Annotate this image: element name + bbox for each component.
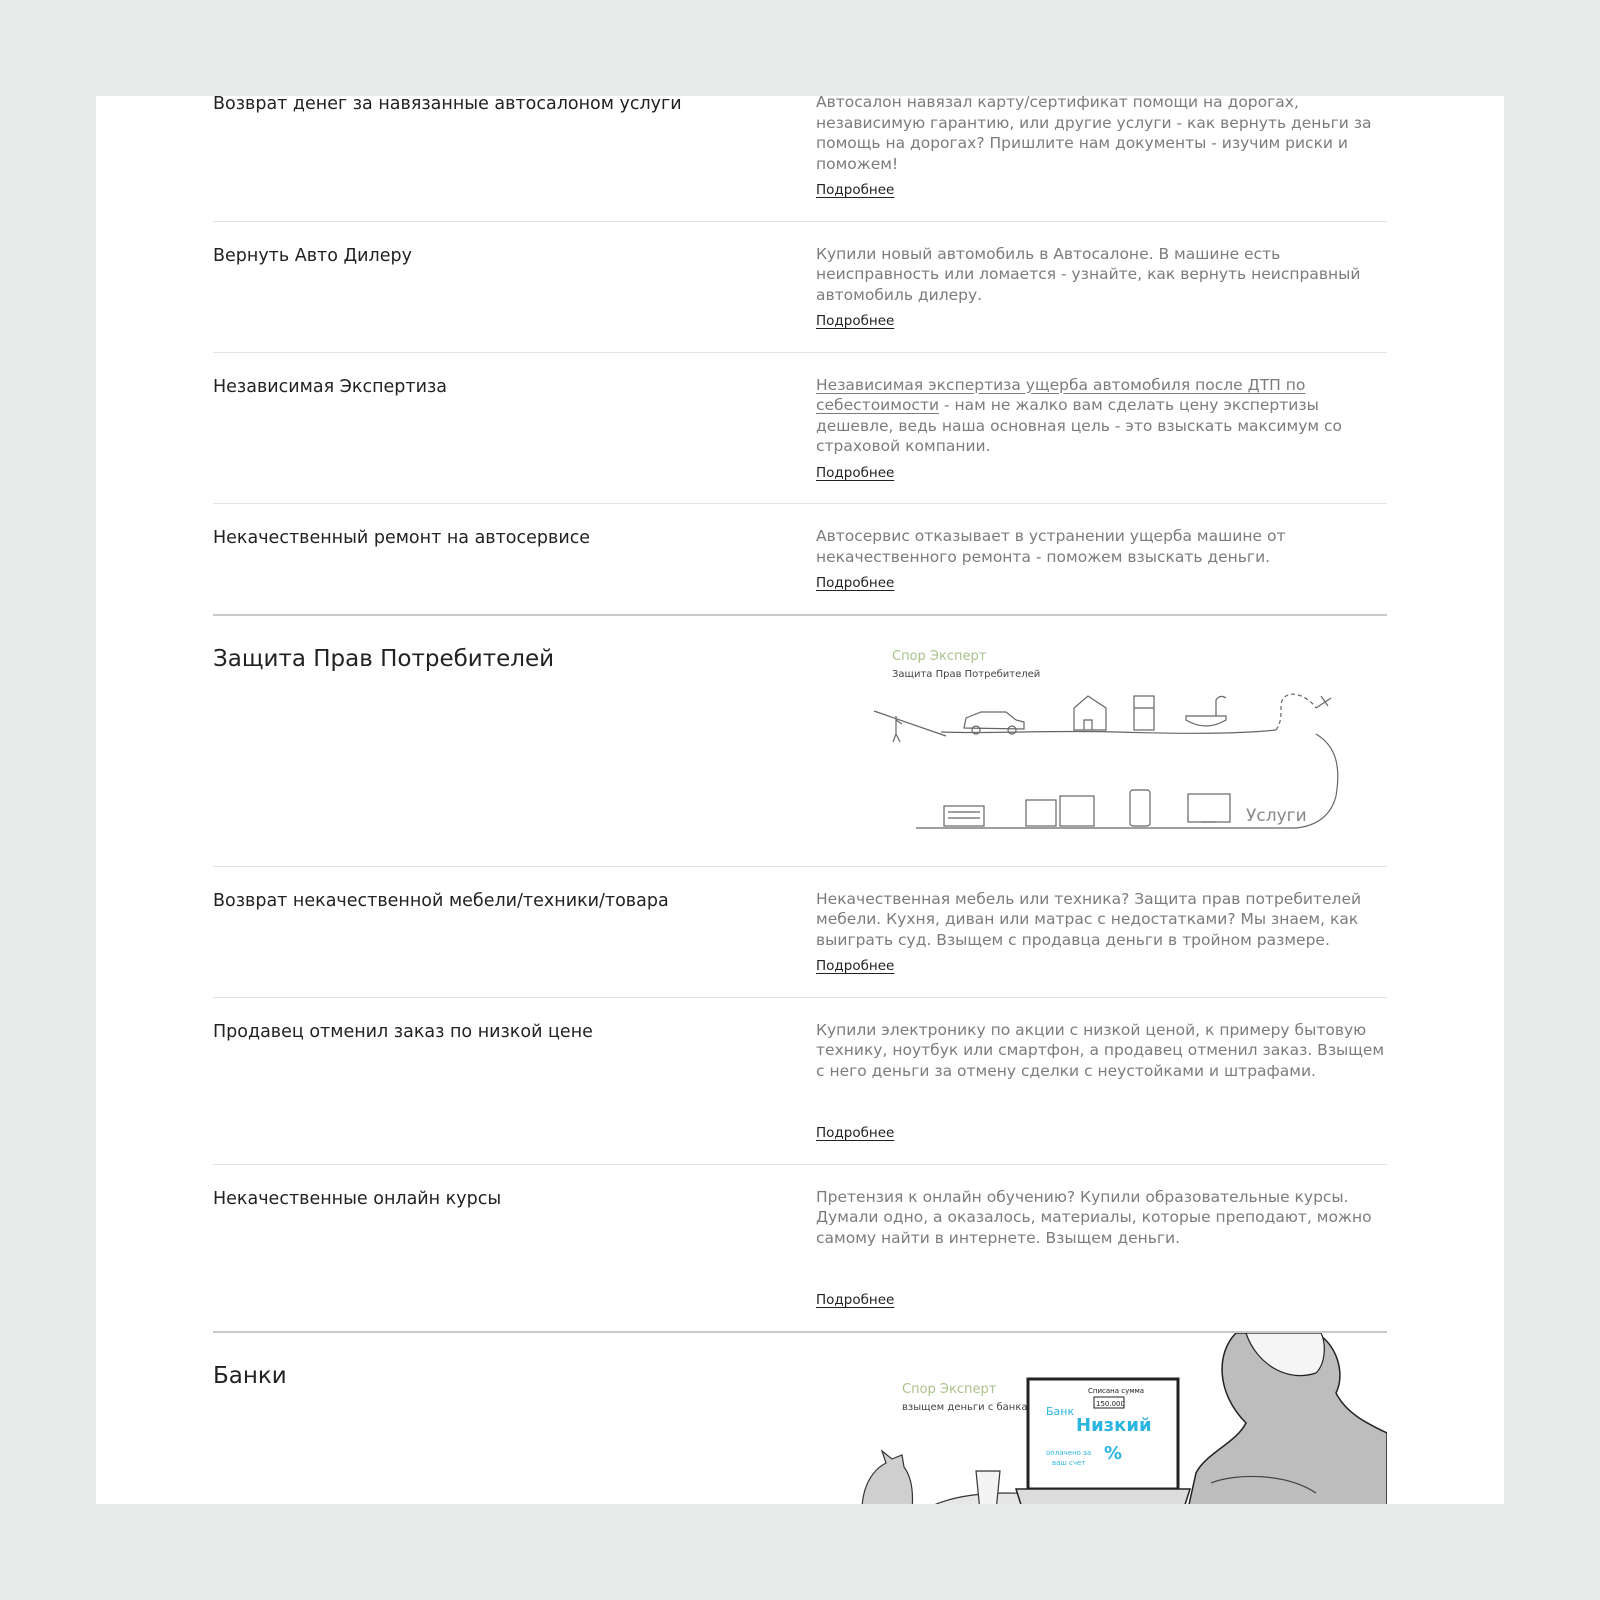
service-desc-text: Купили новый автомобиль в Автосалоне. В машине есть неисправность или ломается - узнайте, как вернуть неисправный автомобиль дилеру. xyxy=(816,244,1361,304)
service-desc-text: Автосалон навязал карту/сертификат помощи на дорогах, независимую гарантию, или другие услуги - как вернуть деньги за помощь на дорогах? Пришлите нам документы - изучим риски и поможем! xyxy=(816,96,1372,173)
woman-icon xyxy=(1176,1333,1387,1505)
flight-path xyxy=(1276,694,1316,730)
car-icon xyxy=(964,712,1024,729)
airplane-icon xyxy=(1316,696,1331,708)
expertise-link[interactable]: Независимая экспертиза ущерба автомобиля после ДТП по себестоимости xyxy=(816,375,1306,414)
consumer-section xyxy=(213,616,1387,867)
service-row xyxy=(213,222,1387,353)
page xyxy=(96,96,1504,1504)
house-icon xyxy=(1074,696,1106,730)
service-desc xyxy=(816,889,1387,977)
illus-subtitle: Защита Прав Потребителей xyxy=(892,668,1041,680)
service-desc-text: Некачественная мебель или техника? Защита прав потребителей мебели. Кухня, диван или матрас с недостатками? Мы знаем, как выиграть суд. Взыщем с продавца деньги в тройном размере. xyxy=(816,889,1362,949)
service-desc xyxy=(816,375,1387,484)
service-row xyxy=(213,1165,1387,1333)
car-wheel-icon xyxy=(1008,726,1016,734)
service-title: Вернуть Авто Дилеру xyxy=(213,245,412,266)
illus-subtitle: взыщем деньги с банка xyxy=(902,1401,1028,1413)
illus-brand: Спор Эксперт xyxy=(892,648,987,664)
service-desc xyxy=(816,1187,1387,1311)
more-link[interactable]: Подробнее xyxy=(816,958,895,974)
services-list xyxy=(213,96,1387,1504)
bank-section xyxy=(213,1333,1387,1505)
service-title: Возврат некачественной мебели/техники/товара xyxy=(213,890,669,911)
service-desc-rest: - нам не жалко вам сделать цену экспертизы дешевле, ведь наша основная цель - это взыскать максимум со страховой компании. xyxy=(816,396,1342,455)
screen-percent: % xyxy=(1104,1442,1123,1464)
screen-amount: 150.000 xyxy=(1096,1399,1125,1408)
section-title: Защита Прав Потребителей xyxy=(213,645,555,672)
service-title: Некачественный ремонт на автосервисе xyxy=(213,528,591,548)
service-title: Независимая Экспертиза xyxy=(213,376,447,397)
more-link[interactable]: Подробнее xyxy=(816,1292,895,1308)
consumer-illustration xyxy=(816,616,1387,866)
service-desc xyxy=(816,1020,1387,1144)
illus-caption: Услуги xyxy=(1246,805,1307,826)
service-row xyxy=(213,96,1387,222)
service-title: Продавец отменил заказ по низкой цене xyxy=(213,1021,593,1042)
books-lines xyxy=(948,812,980,818)
ground-line xyxy=(941,730,1276,733)
screen-bank: Банк xyxy=(1046,1404,1075,1418)
screen-paid2: ваш счет xyxy=(1052,1458,1086,1467)
service-desc xyxy=(816,96,1387,201)
phone-icon xyxy=(1130,790,1150,826)
service-desc-text xyxy=(816,375,1387,457)
cup-icon xyxy=(976,1471,1000,1505)
books-icon xyxy=(944,806,984,826)
screen-low: Низкий xyxy=(1076,1414,1152,1436)
service-desc-text: Автосервис отказывает в устранении ущерба машине от некачественного ремонта - поможем взыскать деньги. xyxy=(816,527,1286,566)
fridge-icon xyxy=(1134,696,1154,730)
service-title: Возврат денег за навязанные автосалоном услуги xyxy=(213,96,682,114)
more-link[interactable]: Подробнее xyxy=(816,464,895,481)
service-desc xyxy=(816,526,1387,594)
cat-icon xyxy=(851,1451,913,1505)
service-row xyxy=(213,504,1387,616)
service-title: Некачественные онлайн курсы xyxy=(213,1188,502,1209)
screen-charged: Списана сумма xyxy=(1088,1386,1145,1395)
service-desc xyxy=(816,244,1387,332)
service-row xyxy=(213,353,1387,505)
laptop-keyboard-icon xyxy=(1016,1489,1190,1505)
service-row xyxy=(213,867,1387,998)
box-icon xyxy=(1026,800,1056,826)
section-title: Банки xyxy=(213,1362,287,1389)
consumer-illustration-svg xyxy=(816,616,1387,866)
more-link[interactable]: Подробнее xyxy=(816,182,895,198)
bank-illustration xyxy=(816,1333,1387,1505)
more-link[interactable]: Подробнее xyxy=(816,1125,895,1141)
box-icon xyxy=(1060,796,1094,826)
illus-brand: Спор Эксперт xyxy=(902,1381,997,1397)
more-link[interactable]: Подробнее xyxy=(816,575,895,591)
bank-illustration-svg xyxy=(816,1333,1387,1505)
screen-paid: оплачено за xyxy=(1046,1448,1092,1457)
service-row xyxy=(213,998,1387,1165)
bathtub-icon xyxy=(1186,696,1226,726)
fishing-rod-icon xyxy=(874,711,946,736)
monitor-icon xyxy=(1188,794,1230,822)
more-link[interactable]: Подробнее xyxy=(816,313,895,329)
service-desc-text: Претензия к онлайн обучению? Купили образовательные курсы. Думали одно, а оказалось, материалы, которые преподают, можно самому найти в интернете. Взыщем деньги. xyxy=(816,1187,1372,1247)
service-desc-text: Купили электронику по акции с низкой ценой, к примеру бытовую технику, ноутбук или смартфон, а продавец отменил заказ. Взыщем с него деньги за отмену сделки с неустойками и штрафами. xyxy=(816,1020,1385,1080)
